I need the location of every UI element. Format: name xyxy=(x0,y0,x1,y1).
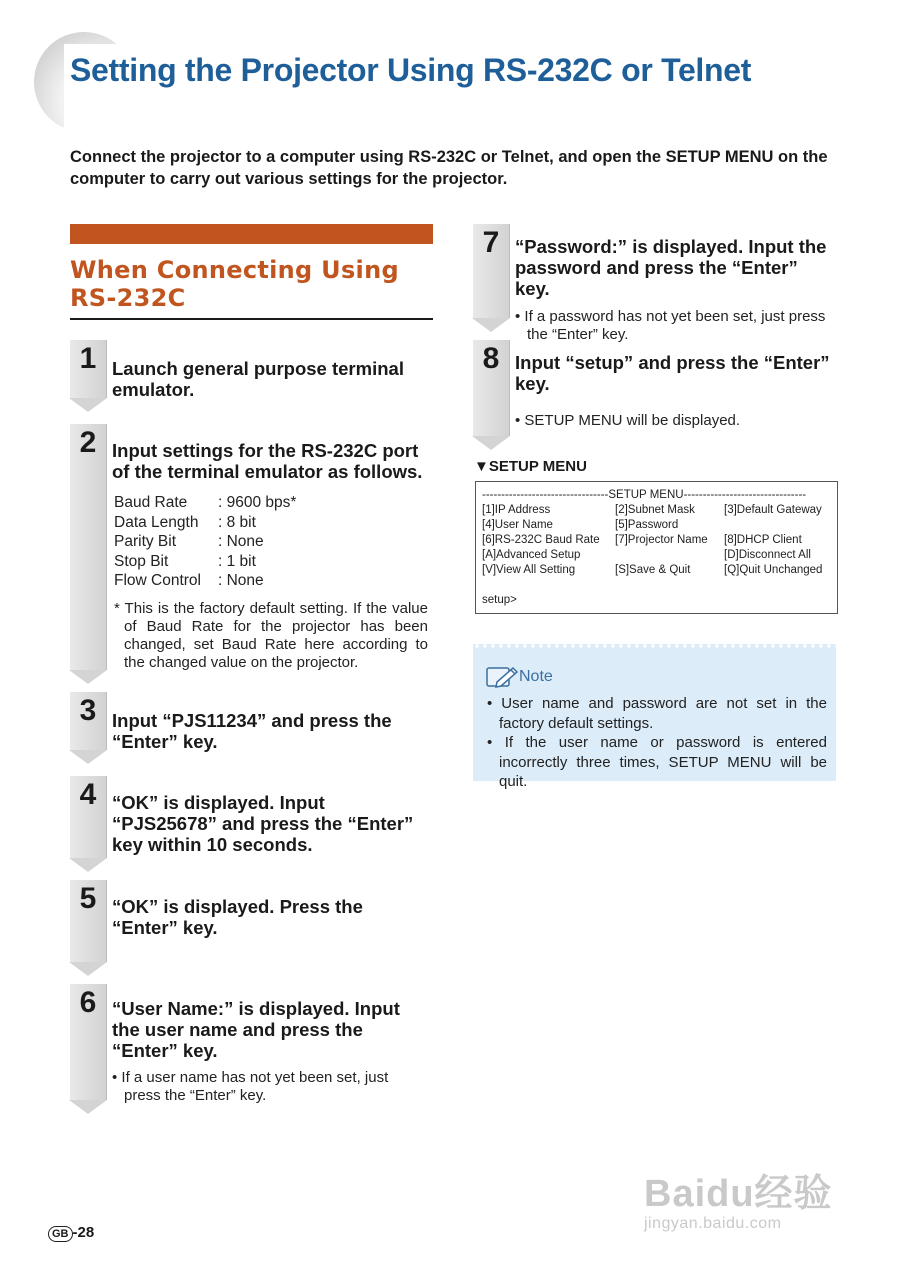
step-tab xyxy=(70,984,107,1100)
step-6 xyxy=(70,984,433,1102)
step-8 xyxy=(473,340,836,438)
menu-row: [V]View All Setting [S]Save & Quit [Q]Quit Unchanged xyxy=(482,564,823,576)
step-tab xyxy=(70,692,107,750)
watermark-url: jingyan.baidu.com xyxy=(644,1215,782,1232)
step-tab xyxy=(473,340,510,436)
factory-note: * This is the factory default setting. If the value of Baud Rate for the projector has been changed, set Baud Rate here according to the changed value on the projector. xyxy=(114,600,428,671)
note-item: • If the user name or password is entered incorrectly three times, SETUP MENU will be quit. xyxy=(487,734,827,790)
step-7 xyxy=(473,224,836,343)
menu-row: [A]Advanced Setup [D]Disconnect All xyxy=(482,549,811,561)
step-number: 1 xyxy=(79,342,97,375)
page-number: GB -28 xyxy=(48,1224,94,1242)
step-title: Input “PJS11234” and press the “Enter” key. xyxy=(112,710,392,752)
setting-row: Data Length : 8 bit xyxy=(114,513,256,531)
step-title: Launch general purpose terminal emulator. xyxy=(112,358,404,400)
menu-row: [1]IP Address [2]Subnet Mask [3]Default Gateway xyxy=(482,504,822,516)
step-bullet: • SETUP MENU will be displayed. xyxy=(515,412,741,429)
step-number: 2 xyxy=(79,426,97,459)
setting-row: Flow Control : None xyxy=(114,572,264,589)
watermark-logo: Baidu经验 xyxy=(644,1173,833,1215)
step-number: 3 xyxy=(79,694,97,727)
setting-row: Baud Rate : 9600 bps* xyxy=(114,494,297,511)
menu-row: [4]User Name [5]Password xyxy=(482,519,679,531)
step-4 xyxy=(70,776,433,860)
step-tab xyxy=(70,424,107,670)
step-2 xyxy=(70,424,433,674)
note-list xyxy=(487,694,827,792)
watermark xyxy=(644,1162,833,1233)
section-bar xyxy=(70,224,433,244)
step-tab xyxy=(70,776,107,858)
step-number: 4 xyxy=(79,778,97,811)
step-number: 5 xyxy=(79,882,97,915)
section-rule xyxy=(70,318,433,320)
gb-badge: GB xyxy=(48,1226,73,1242)
step-title: “Password:” is displayed. Input the password and press the “Enter” key. xyxy=(515,236,827,299)
step-title: Input settings for the RS-232C port of the terminal emulator as follows. xyxy=(112,440,423,482)
setup-menu-label: ▼SETUP MENU xyxy=(474,458,587,475)
step-title: “User Name:” is displayed. Input the user name and press the “Enter” key. xyxy=(112,998,400,1061)
step-title: “OK” is displayed. Press the “Enter” key. xyxy=(112,896,363,938)
page-title: Setting the Projector Using RS-232C or Telnet xyxy=(70,52,752,88)
step-5 xyxy=(70,880,433,964)
step-tab xyxy=(70,340,107,398)
step-title: Input “setup” and press the “Enter” key. xyxy=(515,352,830,394)
step-bullet: • If a user name has not yet been set, just press the “Enter” key. xyxy=(112,1069,389,1104)
section-heading: When Connecting Using RS-232C xyxy=(70,256,399,312)
step-title: “OK” is displayed. Input “PJS25678” and press the “Enter” key within 10 seconds. xyxy=(112,792,414,855)
intro-text: Connect the projector to a computer using RS-232C or Telnet, and open the SETUP MENU on the computer to carry out various settings for the projector. xyxy=(70,148,828,188)
step-tab xyxy=(473,224,510,318)
setting-row: Stop Bit : 1 bit xyxy=(114,552,256,570)
note-title: Note xyxy=(485,664,553,690)
step-number: 7 xyxy=(482,226,500,259)
step-bullet: • If a password has not yet been set, just press the “Enter” key. xyxy=(515,308,826,343)
step-number: 6 xyxy=(79,986,97,1019)
pencil-icon xyxy=(485,664,519,690)
menu-prompt: setup> xyxy=(482,594,517,606)
menu-header: ---------------------------------SETUP MENU-------------------------------- xyxy=(482,489,807,501)
step-3 xyxy=(70,692,433,752)
setup-menu-box xyxy=(475,481,838,614)
note-box xyxy=(473,644,836,790)
setting-row: Parity Bit : None xyxy=(114,533,264,550)
settings-list xyxy=(114,493,296,591)
step-number: 8 xyxy=(482,342,500,375)
step-tab xyxy=(70,880,107,962)
note-item: • User name and password are not set in the factory default settings. xyxy=(487,695,827,732)
menu-row: [6]RS-232C Baud Rate [7]Projector Name [8]DHCP Client xyxy=(482,534,802,546)
step-1 xyxy=(70,340,433,400)
